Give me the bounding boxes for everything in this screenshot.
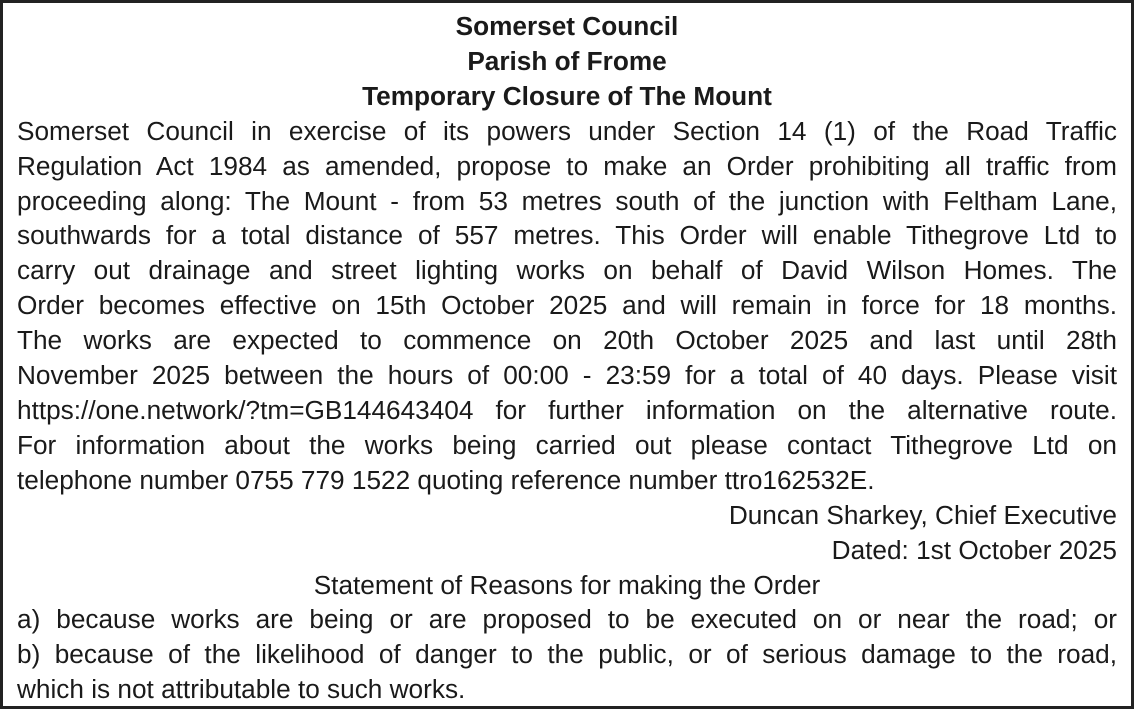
reasons-body	[17, 602, 1117, 707]
notice-heading-parish: Parish of Frome	[467, 45, 667, 76]
body-line: telephone number 0755 779 1522 quoting reference number ttro162532E.	[17, 464, 875, 495]
notice-heading-title: Temporary Closure of The Mount	[362, 80, 772, 111]
body-line: proceeding along: The Mount - from 53 metres south of the junction with Feltham Lane,	[17, 185, 1117, 216]
date-line: Dated: 1st October 2025	[831, 534, 1117, 565]
notice-heading-council: Somerset Council	[455, 11, 679, 41]
body-line: Regulation Act 1984 as amended, propose to make an Order prohibiting all traffic from	[17, 150, 1117, 181]
body-line: November 2025 between the hours of 00:00 - 23:59 for a total of 40 days. Please visit	[17, 360, 1117, 391]
notice-body	[17, 114, 1117, 498]
signatory-name: Duncan Sharkey, Chief Executive	[728, 499, 1117, 530]
body-line: For information about the works being carried out please contact Tithegrove Ltd on	[17, 429, 1117, 460]
reasons-title: Statement of Reasons for making the Order	[313, 569, 821, 600]
body-line: Somerset Council in exercise of its powers under Section 14 (1) of the Road Traffic	[17, 115, 1117, 146]
body-line: Order becomes effective on 15th October 2025 and will remain in force for 18 months.	[17, 290, 1117, 321]
reason-line: which is not attributable to such works.	[17, 674, 466, 705]
body-line: The works are expected to commence on 20th October 2025 and last until 28th	[17, 325, 1117, 356]
body-line: https://one.network/?tm=GB144643404 for further information on the alternative route.	[17, 394, 1117, 425]
reason-line: b) because of the likelihood of danger to the public, or of serious damage to the road,	[17, 639, 1117, 670]
reason-line: a) because works are being or are proposed to be executed on or near the road; or	[17, 604, 1117, 635]
body-line: carry out drainage and street lighting works on behalf of David Wilson Homes. The	[17, 255, 1117, 286]
body-line: southwards for a total distance of 557 metres. This Order will enable Tithegrove Ltd to	[17, 220, 1117, 251]
